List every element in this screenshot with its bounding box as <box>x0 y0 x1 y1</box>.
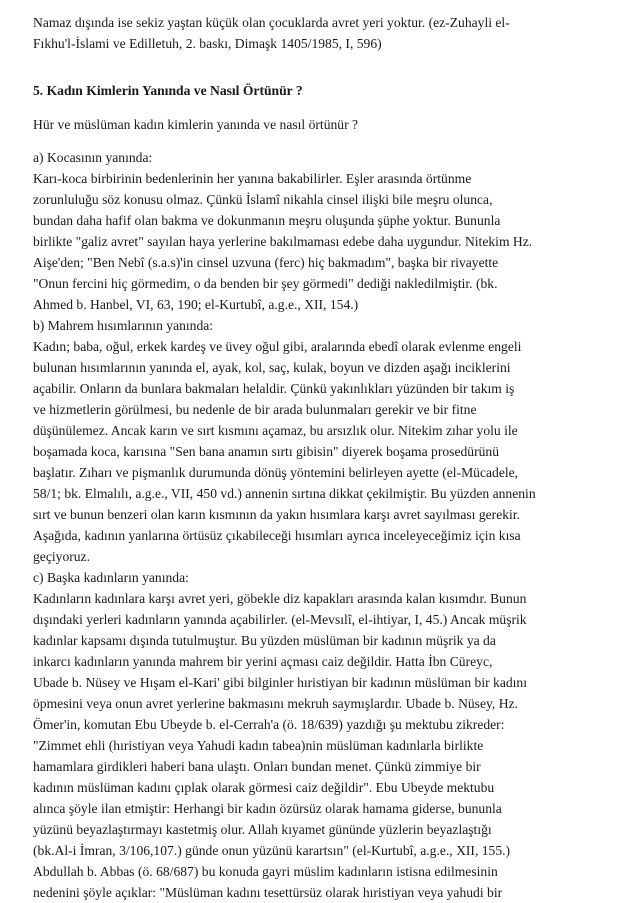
spacer <box>33 54 608 80</box>
section-heading: 5. Kadın Kimlerin Yanında ve Nasıl Örtünür ? <box>33 83 303 98</box>
intro-paragraph: Namaz dışında ise sekiz yaştan küçük olan çocuklarda avret yeri yoktur. (ez-Zuhayli el- Fıkhu'l-İslami ve Edilletuh, 2. baskı, Dimaşk 1405/1985, I, 596) <box>33 15 510 51</box>
question-paragraph: Hür ve müslüman kadın kimlerin yanında ve nasıl örtünür ? <box>33 117 359 132</box>
body-text: a) Kocasının yanında: Karı-koca birbirinin bedenlerinin her yanına bakabilirler. Eşler arasında örtünme zorunluluğu söz konusu olmaz. Çünkü İslamî nikahla cinsel ilişki bile meşru olunca, bundan daha hafif olan bakma ve dokunmanın meşru oluşunda şüphe yoktur. Bununla birlikte "galiz avret" sayılan haya yerlerine bakılmaması edebe daha uygundur. Nitekim Hz. Aişe'den; "Ben Nebî (s.a.s)'in cinsel uzvuna (ferc) hiç bakmadım", başka bir rivayette "Onun fercini hiç görmedim, o da benden bir şey görmedi" dediği nakledilmiştir. (bk. Ahmed b. Hanbel, VI, 63, 190; el-Kurtubî, a.g.e., XII, 154.) b) Mahrem hısımlarının yanında: Kadın; baba, oğul, erkek kardeş ve üvey oğul gibi, aralarında ebedî olarak evlenme engeli bulunan hısımlarının yanında el, ayak, kol, saç, kulak, boyun ve dizden aşağı inciklerini açabilir. Onların da bunlara bakmaları helaldir. Çünkü yakınlıkları yüzünden bir takım iş ve hizmetlerin görülmesi, bu nedenle de bir arada bulunmaları gerekir ve bir fitne düşünülemez. Ancak karın ve sırt kısmını açamaz, bu arsızlık olur. Nitekim zıhar yolu ile boşamada koca, karısına "Sen bana anamın sırtı gibisin" diyerek boşama prosedürünü başlatır. Zıharı ve pişmanlık durumunda dönüş yöntemini belirleyen ayette (el-Mücadele, 58/1; bk. Elmalılı, a.g.e., VII, 450 vd.) annenin sırtına dikkat çekilmiştir. Bu yüzden annenin sırt ve bunun benzeri olan karın kısmının da yakın hısımlara karşı avret sayılması gerekir. Aşağıda, kadının yanlarına örtüsüz çıkabileceği hısımları ayrıca inceleyeceğimiz için kısa geçiyoruz. c) Başka kadınların yanında: Kadınların kadınlara karşı avret yeri, göbekle diz kapakları arasında kalan kısımdır. Bunun dışındaki yerleri kadınların yanında açabilirler. (el-Mevsılî, el-ihtiyar, I, 45.) Ancak müşrik kadınlar kapsamı dışında tutulmuştur. Bu yüzden müslüman bir kadının müşrik ya da inkarcı kadınların yanında mahrem bir yerini açması caiz değildir. Hatta İbn Cüreyc, Ubade b. Nüsey ve Hışam el-Kari' gibi bilginler hıristiyan bir kadının müslüman bir kadını öpmesini veya onun avret yerlerine bakmasını mekruh saymışlardır. Ubade b. Nüsey, Hz. Ömer'in, komutan Ebu Ubeyde b. el-Cerrah'a (ö. 18/639) yazdığı şu mektubu zikreder: "Zimmet ehli (hıristiyan veya Yahudi kadın tabea)nin müslüman kadınlarla birlikte hamamlara girdikleri haberi bana ulaştı. Onları bundan menet. Çünkü zimmiye bir kadının müslüman kadını çıplak olarak görmesi caiz değildir". Ebu Ubeyde mektubu alınca şöyle ilan etmiştir: Herhangi bir kadın özürsüz olarak hamama giderse, bununla yüzünü beyazlaştırmayı kastetmiş olur. Allah kıyamet gününde yüzlerin beyazlaştığı (bk.Al-i İmran, 3/106,107.) günde onun yüzünü karartsın" (el-Kurtubî, a.g.e., XII, 155.) Abdullah b. Abbas (ö. 68/687) bu konuda gayri müslim kadınların istisna edilmesinin nedenini şöyle açıklar: "Müslüman kadını tesettürsüz olarak hıristiyan veya yahudi bir <box>33 150 536 900</box>
spacer <box>33 101 608 114</box>
spacer <box>33 135 608 147</box>
